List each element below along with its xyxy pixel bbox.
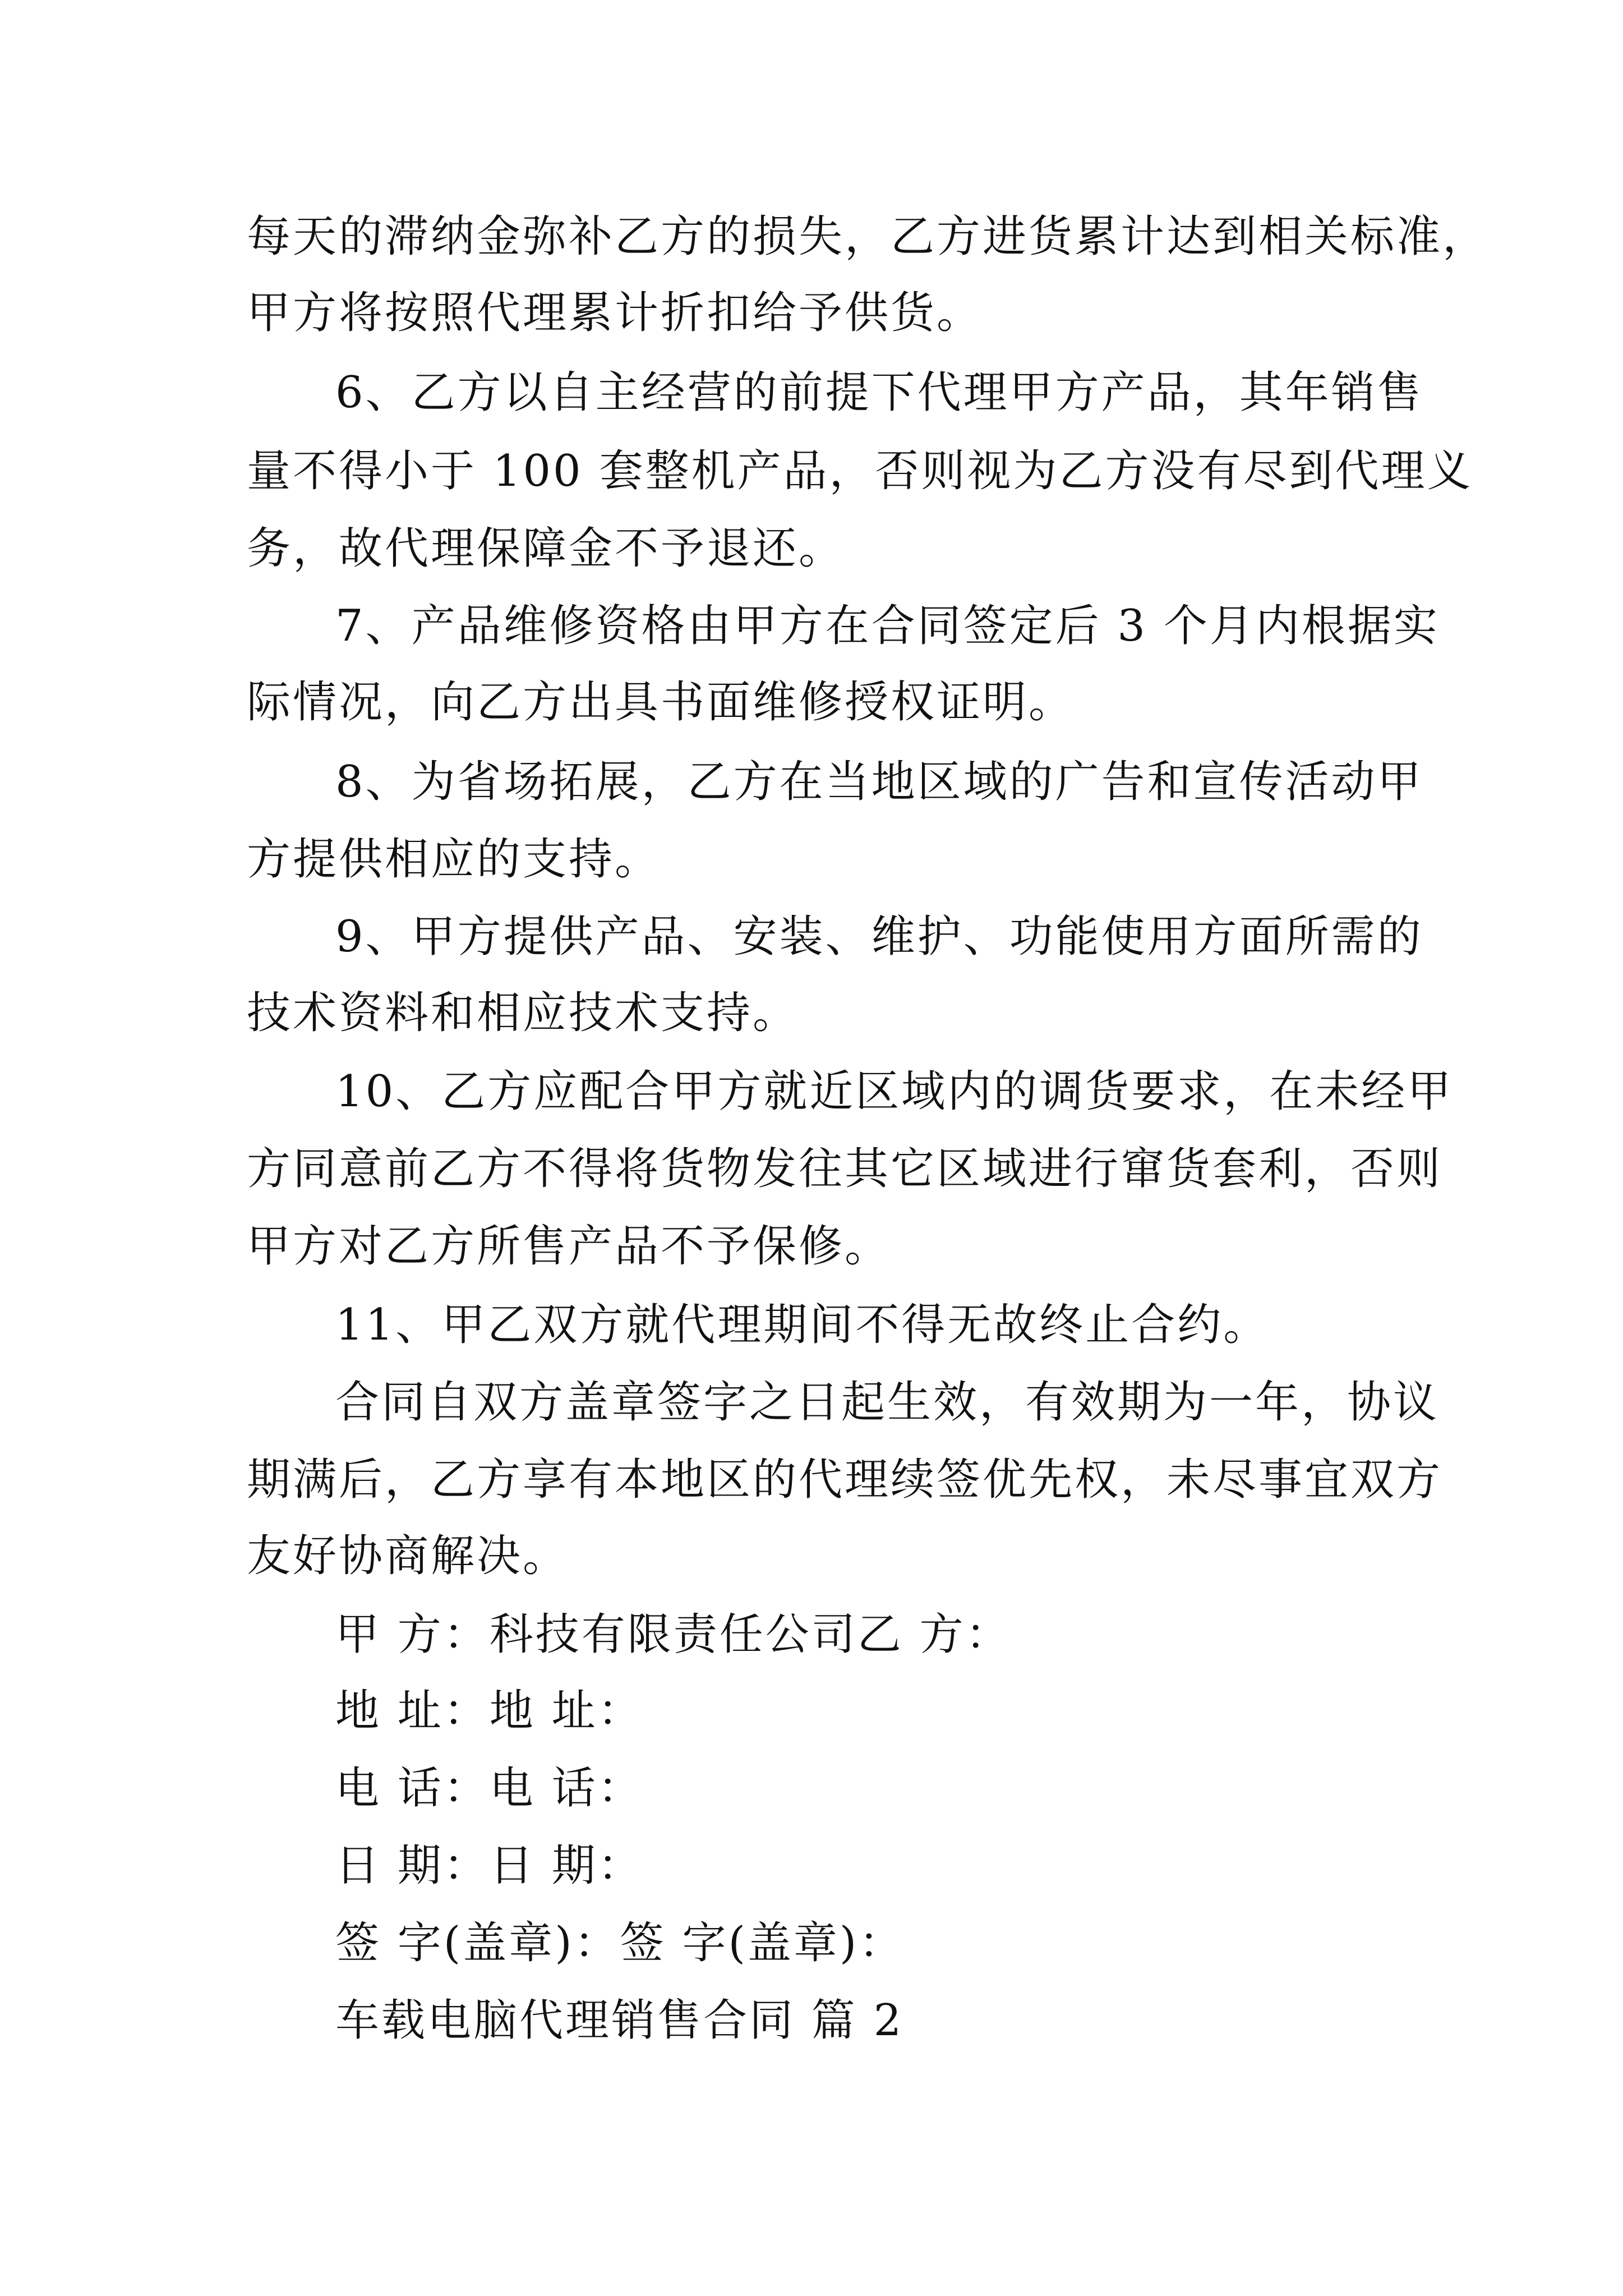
clause-9-line: 9、甲方提供产品、安装、维护、功能使用方面所需的 <box>335 912 1423 962</box>
text-line: 每天的滞纳金弥补乙方的损失，乙方进货累计达到相关标准， <box>247 211 1489 262</box>
address-line: 地 址：地 址： <box>335 1686 644 1736</box>
effective-clause-line: 合同自双方盖章签字之日起生效，有效期为一年，协议 <box>335 1377 1440 1428</box>
party-line: 甲 方：科技有限责任公司乙 方： <box>335 1609 1012 1660</box>
text-line: 方提供相应的支持。 <box>247 834 661 885</box>
clause-6-line: 6、乙方以自主经营的前提下代理甲方产品，其年销售 <box>335 367 1423 418</box>
text-line: 友好协商解决。 <box>247 1531 569 1581</box>
text-line: 甲方对乙方所售产品不予保修。 <box>247 1221 891 1272</box>
signature-line: 签 字(盖章)：签 字(盖章)： <box>335 1918 905 1968</box>
text-line: 期满后，乙方享有本地区的代理续签优先权，未尽事宜双方 <box>247 1455 1443 1505</box>
clause-8-line: 8、为省场拓展，乙方在当地区域的广告和宣传活动甲 <box>335 757 1423 807</box>
text-line: 甲方将按照代理累计折扣给予供货。 <box>247 288 983 338</box>
clause-7-line: 7、产品维修资格由甲方在合同签定后 3 个月内根据实 <box>335 601 1440 651</box>
text-line: 量不得小于 100 套整机产品，否则视为乙方没有尽到代理义 <box>247 446 1473 496</box>
section-heading: 车载电脑代理销售合同 篇 2 <box>335 1995 904 2046</box>
text-line: 务，故代理保障金不予退还。 <box>247 523 845 574</box>
clause-10-line: 10、乙方应配合甲方就近区域内的调货要求，在未经甲 <box>335 1066 1454 1117</box>
clause-11-line: 11、甲乙双方就代理期间不得无故终止合约。 <box>335 1300 1270 1350</box>
text-line: 方同意前乙方不得将货物发往其它区域进行窜货套利，否则 <box>247 1144 1443 1194</box>
text-line: 际情况，向乙方出具书面维修授权证明。 <box>247 677 1075 728</box>
date-line: 日 期：日 期： <box>335 1841 644 1891</box>
phone-line: 电 话：电 话： <box>335 1763 644 1814</box>
text-line: 技术资料和相应技术支持。 <box>247 988 799 1038</box>
